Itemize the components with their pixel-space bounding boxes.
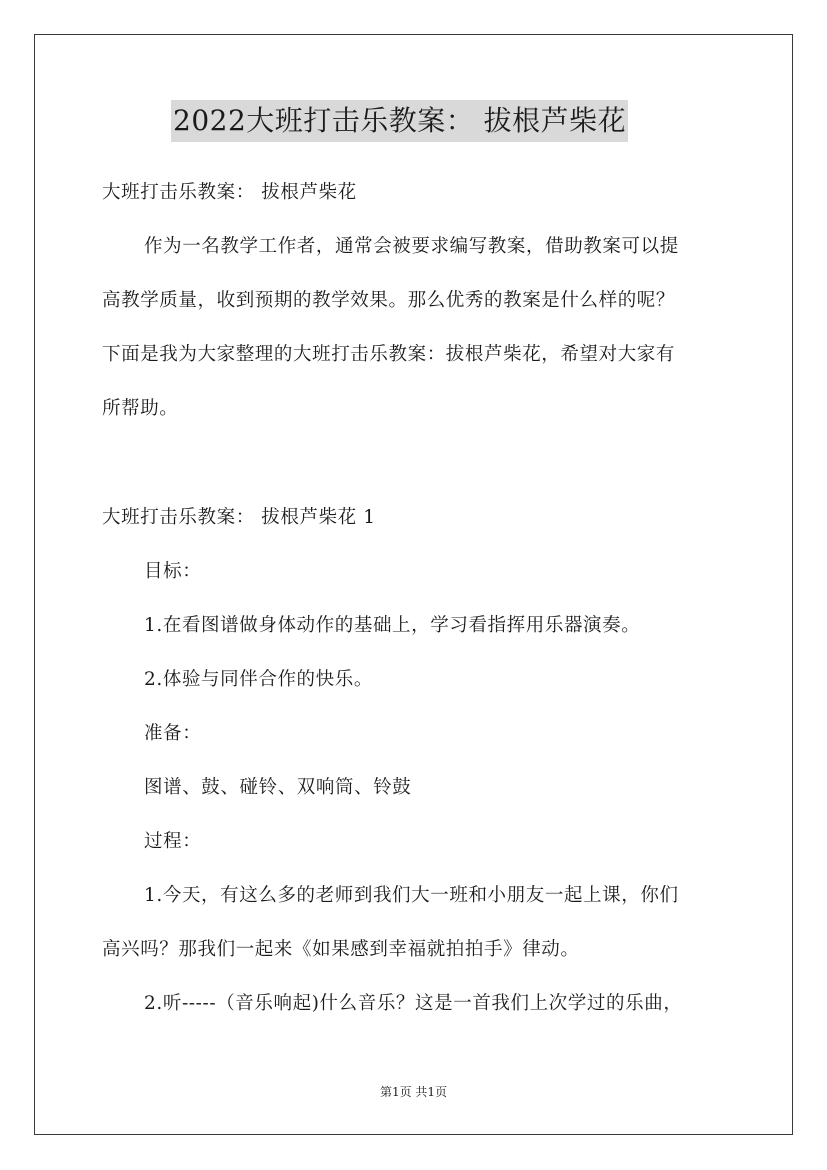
section-heading: 大班打击乐教案： 拔根芦柴花 1 <box>102 507 376 528</box>
goal-item-2: 2.体验与同伴合作的快乐。 <box>144 669 373 690</box>
prep-items: 图谱、鼓、碰铃、双响筒、铃鼓 <box>144 777 412 798</box>
intro-line-4: 所帮助。 <box>102 398 179 419</box>
process-line-2: 高兴吗？那我们一起来《如果感到幸福就拍拍手》律动。 <box>102 939 580 960</box>
intro-line-1: 作为一名教学工作者，通常会被要求编写教案，借助教案可以提 <box>144 236 679 257</box>
intro-line-2: 高教学质量，收到预期的教学效果。那么优秀的教案是什么样的呢？ <box>102 290 676 311</box>
document-subtitle: 大班打击乐教案： 拔根芦柴花 <box>102 182 357 203</box>
process-label: 过程： <box>144 831 202 852</box>
process-line-1: 1.今天，有这么多的老师到我们大一班和小朋友一起上课，你们 <box>144 885 679 906</box>
process-line-3: 2.听-----（音乐响起)什么音乐？这是一首我们上次学过的乐曲， <box>144 993 683 1014</box>
prep-label: 准备： <box>144 723 202 744</box>
page-footer: 第1页 共1页 <box>379 1085 448 1099</box>
intro-line-3: 下面是我为大家整理的大班打击乐教案：拔根芦柴花，希望对大家有 <box>102 344 676 365</box>
goal-label: 目标： <box>144 561 202 582</box>
goal-item-1: 1.在看图谱做身体动作的基础上，学习看指挥用乐器演奏。 <box>144 615 641 636</box>
document-title: 2022大班打击乐教案： 拔根芦柴花 <box>171 100 628 142</box>
